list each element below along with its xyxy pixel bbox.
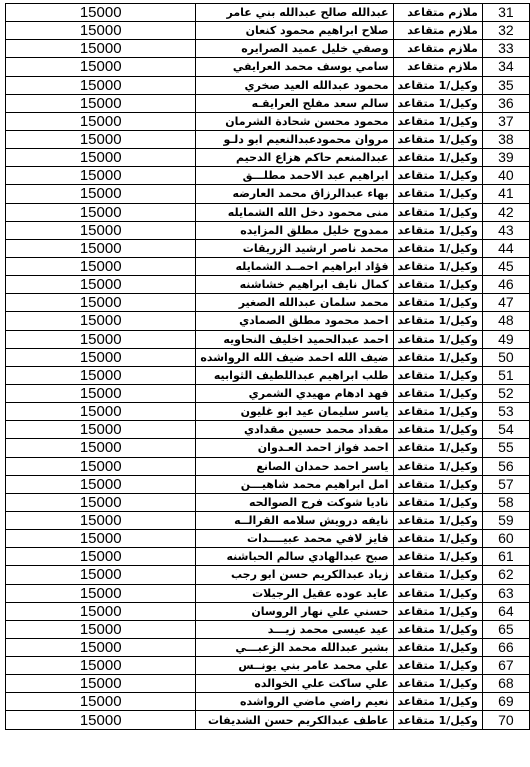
name-cell: منى محمود دخل الله الشمايله [196, 203, 393, 221]
row-number-cell: 51 [482, 366, 529, 384]
name-cell: عيد عيسى محمد زيـــد [196, 620, 393, 638]
table-row [6, 76, 530, 94]
rank-cell: وكيل/1 متقاعد [393, 94, 482, 112]
row-number-cell: 69 [482, 693, 529, 711]
rank-cell: وكيل/1 متقاعد [393, 602, 482, 620]
rank-cell: وكيل/1 متقاعد [393, 330, 482, 348]
row-number-cell: 45 [482, 257, 529, 275]
name-cell: عاطف عبدالكريم حسن الشديفات [196, 711, 393, 729]
amount-cell: 15000 [6, 457, 196, 475]
rank-cell: ملازم متقاعد [393, 22, 482, 40]
row-number-cell: 54 [482, 421, 529, 439]
amount-cell: 15000 [6, 330, 196, 348]
rank-cell: وكيل/1 متقاعد [393, 312, 482, 330]
row-number-cell: 65 [482, 620, 529, 638]
row-number-cell: 48 [482, 312, 529, 330]
rank-cell: ملازم متقاعد [393, 40, 482, 58]
name-cell: احمد محمود مطلق الصمادي [196, 312, 393, 330]
rank-cell: وكيل/1 متقاعد [393, 548, 482, 566]
name-cell: احمد عبدالحميد اخليف النحاويه [196, 330, 393, 348]
name-cell: فايز لافي محمد عبيــــدات [196, 530, 393, 548]
name-cell: بشير عبدالله محمد الزعبـــي [196, 638, 393, 656]
rank-cell: وكيل/1 متقاعد [393, 366, 482, 384]
table-row [6, 4, 530, 22]
name-cell: نايفه درويش سلامه القرالــه [196, 511, 393, 529]
name-cell: عايد عوده عقيل الرجيلات [196, 584, 393, 602]
amount-cell: 15000 [6, 675, 196, 693]
table-row [6, 530, 530, 548]
retirees-table [5, 3, 530, 730]
row-number-cell: 36 [482, 94, 529, 112]
name-cell: ممدوح خليل مطلق المزايده [196, 221, 393, 239]
rank-cell: ملازم متقاعد [393, 4, 482, 22]
name-cell: عبدالله صالح عبدالله بني عامر [196, 4, 393, 22]
row-number-cell: 55 [482, 439, 529, 457]
amount-cell: 15000 [6, 620, 196, 638]
table-row [6, 167, 530, 185]
name-cell: ياسر احمد حمدان الصانع [196, 457, 393, 475]
name-cell: محمود محسن شحادة الشرمان [196, 112, 393, 130]
amount-cell: 15000 [6, 384, 196, 402]
name-cell: فهد ادهام مهيدي الشمري [196, 384, 393, 402]
table-row [6, 22, 530, 40]
table-row [6, 584, 530, 602]
row-number-cell: 64 [482, 602, 529, 620]
amount-cell: 15000 [6, 112, 196, 130]
row-number-cell: 53 [482, 403, 529, 421]
table-row [6, 58, 530, 76]
row-number-cell: 47 [482, 294, 529, 312]
rank-cell: وكيل/1 متقاعد [393, 76, 482, 94]
table-row [6, 403, 530, 421]
rank-cell: وكيل/1 متقاعد [393, 439, 482, 457]
rank-cell: وكيل/1 متقاعد [393, 657, 482, 675]
table-row [6, 330, 530, 348]
table-row [6, 40, 530, 58]
row-number-cell: 52 [482, 384, 529, 402]
amount-cell: 15000 [6, 203, 196, 221]
amount-cell: 15000 [6, 366, 196, 384]
amount-cell: 15000 [6, 602, 196, 620]
table-row [6, 711, 530, 729]
table-row [6, 221, 530, 239]
name-cell: صبح عبدالهادي سالم الحباشنه [196, 548, 393, 566]
amount-cell: 15000 [6, 657, 196, 675]
amount-cell: 15000 [6, 276, 196, 294]
amount-cell: 15000 [6, 475, 196, 493]
rank-cell: وكيل/1 متقاعد [393, 566, 482, 584]
rank-cell: وكيل/1 متقاعد [393, 112, 482, 130]
table-row [6, 439, 530, 457]
row-number-cell: 46 [482, 276, 529, 294]
rank-cell: وكيل/1 متقاعد [393, 384, 482, 402]
amount-cell: 15000 [6, 312, 196, 330]
row-number-cell: 56 [482, 457, 529, 475]
row-number-cell: 32 [482, 22, 529, 40]
amount-cell: 15000 [6, 58, 196, 76]
table-row [6, 294, 530, 312]
rank-cell: وكيل/1 متقاعد [393, 203, 482, 221]
name-cell: بهاء عبدالرزاق محمد العارضه [196, 185, 393, 203]
amount-cell: 15000 [6, 294, 196, 312]
name-cell: وصفي خليل عميد الصرايره [196, 40, 393, 58]
amount-cell: 15000 [6, 348, 196, 366]
rank-cell: وكيل/1 متقاعد [393, 475, 482, 493]
row-number-cell: 35 [482, 76, 529, 94]
table-body [6, 4, 530, 730]
table-row [6, 257, 530, 275]
row-number-cell: 63 [482, 584, 529, 602]
rank-cell: وكيل/1 متقاعد [393, 185, 482, 203]
name-cell: سالم سعد مفلح العرايقـه [196, 94, 393, 112]
name-cell: زياد عبدالكريم حسن ابو رجب [196, 566, 393, 584]
row-number-cell: 41 [482, 185, 529, 203]
rank-cell: وكيل/1 متقاعد [393, 638, 482, 656]
rank-cell: وكيل/1 متقاعد [393, 693, 482, 711]
amount-cell: 15000 [6, 584, 196, 602]
rank-cell: وكيل/1 متقاعد [393, 711, 482, 729]
amount-cell: 15000 [6, 167, 196, 185]
row-number-cell: 37 [482, 112, 529, 130]
rank-cell: وكيل/1 متقاعد [393, 167, 482, 185]
rank-cell: وكيل/1 متقاعد [393, 276, 482, 294]
name-cell: كمال نايف ابراهيم خشاشنه [196, 276, 393, 294]
name-cell: ضيف الله احمد ضيف الله الرواشده [196, 348, 393, 366]
table-row [6, 548, 530, 566]
amount-cell: 15000 [6, 40, 196, 58]
table-row [6, 457, 530, 475]
amount-cell: 15000 [6, 76, 196, 94]
amount-cell: 15000 [6, 185, 196, 203]
rank-cell: وكيل/1 متقاعد [393, 421, 482, 439]
table-row [6, 493, 530, 511]
rank-cell: وكيل/1 متقاعد [393, 403, 482, 421]
table-row [6, 130, 530, 148]
name-cell: ناديا شوكت فرح الصوالحه [196, 493, 393, 511]
row-number-cell: 34 [482, 58, 529, 76]
table-row [6, 384, 530, 402]
table-row [6, 638, 530, 656]
name-cell: فؤاد ابراهيم احمــد الشمايله [196, 257, 393, 275]
table-row [6, 203, 530, 221]
amount-cell: 15000 [6, 22, 196, 40]
row-number-cell: 59 [482, 511, 529, 529]
table-row [6, 94, 530, 112]
table-row [6, 475, 530, 493]
amount-cell: 15000 [6, 239, 196, 257]
name-cell: محمود عبدالله العيد صخري [196, 76, 393, 94]
row-number-cell: 60 [482, 530, 529, 548]
row-number-cell: 31 [482, 4, 529, 22]
amount-cell: 15000 [6, 421, 196, 439]
rank-cell: وكيل/1 متقاعد [393, 511, 482, 529]
row-number-cell: 61 [482, 548, 529, 566]
name-cell: علي محمد عامر بني يونــس [196, 657, 393, 675]
row-number-cell: 39 [482, 149, 529, 167]
row-number-cell: 58 [482, 493, 529, 511]
name-cell: ياسر سليمان عيد ابو غليون [196, 403, 393, 421]
table-row [6, 620, 530, 638]
rank-cell: وكيل/1 متقاعد [393, 493, 482, 511]
table-row [6, 348, 530, 366]
table-row [6, 602, 530, 620]
row-number-cell: 68 [482, 675, 529, 693]
table-row [6, 421, 530, 439]
name-cell: مروان محمودعبدالنعيم ابو دلـو [196, 130, 393, 148]
rank-cell: وكيل/1 متقاعد [393, 675, 482, 693]
name-cell: محمد ناصر ارشيد الزريقات [196, 239, 393, 257]
row-number-cell: 42 [482, 203, 529, 221]
row-number-cell: 49 [482, 330, 529, 348]
rank-cell: ملازم متقاعد [393, 58, 482, 76]
name-cell: عبدالمنعم حاكم هزاع الدحيم [196, 149, 393, 167]
table-row [6, 693, 530, 711]
amount-cell: 15000 [6, 149, 196, 167]
row-number-cell: 44 [482, 239, 529, 257]
rank-cell: وكيل/1 متقاعد [393, 130, 482, 148]
rank-cell: وكيل/1 متقاعد [393, 620, 482, 638]
amount-cell: 15000 [6, 566, 196, 584]
row-number-cell: 67 [482, 657, 529, 675]
name-cell: نعيم راضي ماضي الرواشده [196, 693, 393, 711]
amount-cell: 15000 [6, 4, 196, 22]
table-row [6, 149, 530, 167]
rank-cell: وكيل/1 متقاعد [393, 294, 482, 312]
name-cell: سامي يوسف محمد العرايفي [196, 58, 393, 76]
name-cell: علي ساكت علي الخوالده [196, 675, 393, 693]
name-cell: محمد سلمان عبدالله الصغير [196, 294, 393, 312]
row-number-cell: 57 [482, 475, 529, 493]
rank-cell: وكيل/1 متقاعد [393, 584, 482, 602]
rank-cell: وكيل/1 متقاعد [393, 348, 482, 366]
amount-cell: 15000 [6, 548, 196, 566]
amount-cell: 15000 [6, 403, 196, 421]
amount-cell: 15000 [6, 257, 196, 275]
row-number-cell: 38 [482, 130, 529, 148]
amount-cell: 15000 [6, 638, 196, 656]
amount-cell: 15000 [6, 94, 196, 112]
rank-cell: وكيل/1 متقاعد [393, 149, 482, 167]
name-cell: امل ابراهيم محمد شاهيـــن [196, 475, 393, 493]
table-row [6, 276, 530, 294]
table-row [6, 185, 530, 203]
table-row [6, 657, 530, 675]
row-number-cell: 40 [482, 167, 529, 185]
table-row [6, 566, 530, 584]
table-row [6, 112, 530, 130]
amount-cell: 15000 [6, 511, 196, 529]
name-cell: طلب ابراهيم عبداللطيف الثوابيه [196, 366, 393, 384]
name-cell: صلاح ابراهيم محمود كنعان [196, 22, 393, 40]
name-cell: حسني علي نهار الروسان [196, 602, 393, 620]
amount-cell: 15000 [6, 711, 196, 729]
row-number-cell: 62 [482, 566, 529, 584]
amount-cell: 15000 [6, 221, 196, 239]
table-row [6, 239, 530, 257]
rank-cell: وكيل/1 متقاعد [393, 457, 482, 475]
row-number-cell: 66 [482, 638, 529, 656]
table-row [6, 312, 530, 330]
table-row [6, 675, 530, 693]
row-number-cell: 70 [482, 711, 529, 729]
name-cell: مقداد محمد حسين مقدادي [196, 421, 393, 439]
row-number-cell: 43 [482, 221, 529, 239]
rank-cell: وكيل/1 متقاعد [393, 530, 482, 548]
rank-cell: وكيل/1 متقاعد [393, 257, 482, 275]
table-row [6, 511, 530, 529]
amount-cell: 15000 [6, 693, 196, 711]
name-cell: ابراهيم عبد الاحمد مطلـــق [196, 167, 393, 185]
table-row [6, 366, 530, 384]
name-cell: احمد فواز احمد العـدوان [196, 439, 393, 457]
amount-cell: 15000 [6, 530, 196, 548]
amount-cell: 15000 [6, 130, 196, 148]
rank-cell: وكيل/1 متقاعد [393, 239, 482, 257]
amount-cell: 15000 [6, 439, 196, 457]
row-number-cell: 33 [482, 40, 529, 58]
row-number-cell: 50 [482, 348, 529, 366]
amount-cell: 15000 [6, 493, 196, 511]
rank-cell: وكيل/1 متقاعد [393, 221, 482, 239]
